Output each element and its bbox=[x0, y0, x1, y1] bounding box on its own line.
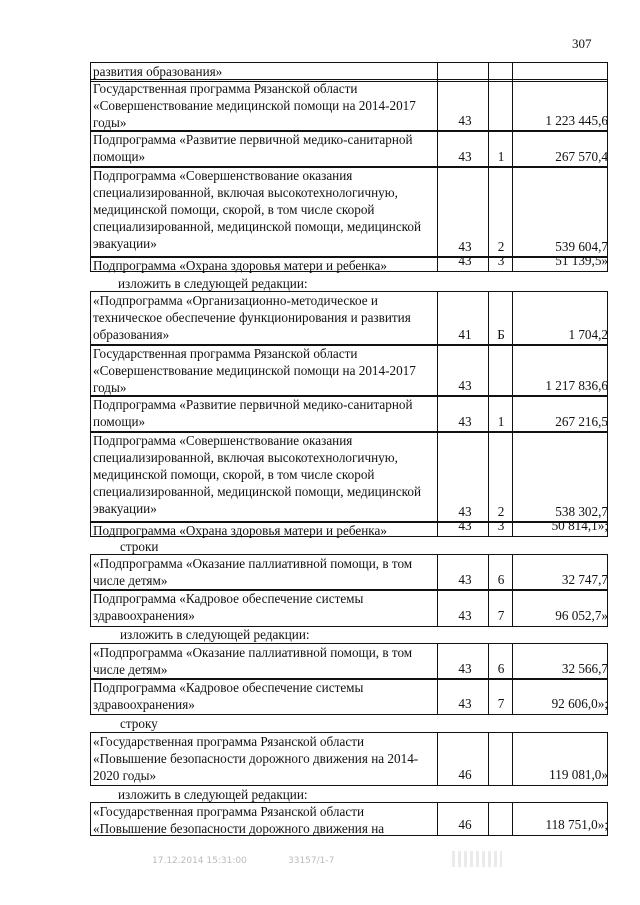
column-divider bbox=[512, 432, 513, 522]
row-amount: 51 139,5» bbox=[555, 253, 608, 268]
table-row bbox=[90, 678, 608, 715]
row-title: «Подпрограмма «Оказание паллиативной помощи, в том числе детям» bbox=[93, 645, 413, 677]
column-divider bbox=[512, 80, 513, 131]
column-divider bbox=[437, 167, 438, 257]
row-amount: 1 704,2 bbox=[568, 327, 608, 342]
row-amount: 267 570,4 bbox=[555, 149, 608, 164]
instruction-text: строку bbox=[120, 716, 158, 731]
row-subcode: 2 bbox=[497, 239, 505, 254]
row-title: Подпрограмма «Развитие первичной медико-санитарной помощи» bbox=[93, 132, 413, 164]
row-title: Подпрограмма «Развитие первичной медико-санитарной помощи» bbox=[93, 397, 413, 429]
row-code: 43 bbox=[458, 253, 472, 268]
table-row bbox=[90, 554, 608, 591]
row-subcode: 3 bbox=[497, 518, 505, 533]
column-divider bbox=[512, 396, 513, 432]
row-title: Подпрограмма «Охрана здоровья матери и ребенка» bbox=[93, 523, 387, 538]
row-title: Подпрограмма «Совершенствование оказания специализированной, включая высокотехнологичную, медицинской помощи, скорой, в том числе скорой специализированной, медицинской помощи, медицинской эвакуации» bbox=[93, 433, 422, 516]
footer-doc-id: 33157/1-7 bbox=[288, 856, 335, 866]
column-divider bbox=[512, 131, 513, 167]
row-subcode: 1 bbox=[497, 414, 505, 429]
table-row bbox=[90, 589, 608, 627]
row-subcode: 6 bbox=[497, 572, 505, 587]
row-code: 43 bbox=[458, 239, 472, 254]
row-title: «Государственная программа Рязанской области «Повышение безопасности дорожного движения на 2014-2020 годы» bbox=[93, 734, 419, 783]
row-code: 43 bbox=[458, 113, 472, 128]
row-amount: 32 566,7 bbox=[561, 661, 608, 676]
column-divider bbox=[512, 345, 513, 396]
column-divider bbox=[437, 257, 438, 271]
row-code: 43 bbox=[458, 608, 472, 623]
row-title: «Подпрограмма «Организационно-методическое и техническое обеспечение функционирования и развития образования» bbox=[93, 293, 411, 342]
row-amount: 1 223 445,6 bbox=[545, 113, 608, 128]
column-divider bbox=[437, 803, 438, 835]
column-divider bbox=[437, 733, 438, 785]
row-title: Государственная программа Рязанской области «Совершенствование медицинской помощи на 2014-2017 годы» bbox=[93, 81, 416, 130]
row-code: 43 bbox=[458, 149, 472, 164]
column-divider bbox=[437, 292, 438, 345]
column-divider bbox=[437, 590, 438, 626]
row-subcode: 7 bbox=[497, 608, 505, 623]
row-title: Подпрограмма «Кадровое обеспечение системы здравоохранения» bbox=[93, 591, 364, 623]
table-row bbox=[90, 253, 608, 273]
stamp-smudge bbox=[452, 851, 502, 867]
row-amount: 539 604,7 bbox=[555, 239, 608, 254]
column-divider bbox=[437, 396, 438, 432]
column-divider bbox=[437, 345, 438, 396]
row-title: «Государственная программа Рязанской области «Повышение безопасности дорожного движения на bbox=[93, 804, 385, 836]
table-row bbox=[90, 643, 608, 680]
row-subcode: 3 bbox=[497, 253, 505, 268]
column-divider bbox=[437, 555, 438, 590]
table-row bbox=[90, 431, 608, 523]
row-code: 43 bbox=[458, 518, 472, 533]
instruction-text: строки bbox=[120, 539, 159, 554]
row-amount: 538 302,7 bbox=[555, 504, 608, 519]
row-code: 43 bbox=[458, 414, 472, 429]
instruction-text: изложить в следующей редакции: bbox=[118, 276, 308, 291]
table-row bbox=[90, 291, 608, 346]
column-divider bbox=[512, 257, 513, 271]
table-row bbox=[90, 166, 608, 258]
footer-timestamp: 17.12.2014 15:31:00 bbox=[152, 856, 247, 866]
column-divider bbox=[437, 432, 438, 522]
row-code: 43 bbox=[458, 504, 472, 519]
row-amount: 1 217 836,6 bbox=[545, 378, 608, 393]
column-divider bbox=[512, 555, 513, 590]
instruction-text: изложить в следующей редакции: bbox=[120, 627, 310, 642]
column-divider bbox=[437, 131, 438, 167]
row-subcode: 1 bbox=[497, 149, 505, 164]
page-number: 307 bbox=[572, 36, 592, 51]
row-amount: 96 052,7» bbox=[555, 608, 608, 623]
column-divider bbox=[512, 733, 513, 785]
table-row bbox=[90, 130, 608, 168]
row-title: Подпрограмма «Совершенствование оказания специализированной, включая высокотехнологичную, медицинской помощи, скорой, в том числе скорой специализированной, медицинской помощи, медицинской эвакуации» bbox=[93, 168, 422, 251]
instruction-text: изложить в следующей редакции: bbox=[118, 787, 308, 802]
row-amount: 92 606,0»; bbox=[551, 696, 608, 711]
column-divider bbox=[512, 590, 513, 626]
column-divider bbox=[437, 80, 438, 131]
row-amount: 118 751,0»; bbox=[545, 817, 608, 832]
table-row bbox=[90, 518, 608, 538]
column-divider bbox=[512, 644, 513, 679]
row-subcode: Б bbox=[497, 327, 505, 342]
table-row bbox=[90, 344, 608, 397]
row-subcode: 7 bbox=[497, 696, 505, 711]
column-divider bbox=[437, 644, 438, 679]
column-divider bbox=[512, 522, 513, 536]
row-code: 43 bbox=[458, 661, 472, 676]
row-amount: 119 081,0» bbox=[549, 767, 608, 782]
row-amount: 267 216,5 bbox=[555, 414, 608, 429]
table-row bbox=[90, 395, 608, 433]
row-code: 41 bbox=[458, 327, 472, 342]
row-amount: 50 814,1»; bbox=[551, 518, 608, 533]
row-title: развития образования» bbox=[93, 64, 223, 79]
row-amount: 32 747,7 bbox=[561, 572, 608, 587]
row-code: 46 bbox=[458, 817, 472, 832]
row-code: 43 bbox=[458, 378, 472, 393]
column-divider bbox=[512, 679, 513, 714]
table-row bbox=[90, 802, 608, 836]
column-divider bbox=[512, 167, 513, 257]
table-row bbox=[90, 79, 608, 132]
column-divider bbox=[512, 292, 513, 345]
row-code: 43 bbox=[458, 696, 472, 711]
column-divider bbox=[437, 522, 438, 536]
row-title: Подпрограмма «Кадровое обеспечение системы здравоохранения» bbox=[93, 680, 364, 712]
column-divider bbox=[512, 803, 513, 835]
row-title: Государственная программа Рязанской области «Совершенствование медицинской помощи на 2014-2017 годы» bbox=[93, 346, 416, 395]
row-title: «Подпрограмма «Оказание паллиативной помощи, в том числе детям» bbox=[93, 556, 413, 588]
table-row bbox=[90, 732, 608, 786]
row-subcode: 6 bbox=[497, 661, 505, 676]
row-subcode: 2 bbox=[497, 504, 505, 519]
row-code: 46 bbox=[458, 767, 472, 782]
row-title: Подпрограмма «Охрана здоровья матери и ребенка» bbox=[93, 258, 387, 273]
column-divider bbox=[437, 679, 438, 714]
row-code: 43 bbox=[458, 572, 472, 587]
